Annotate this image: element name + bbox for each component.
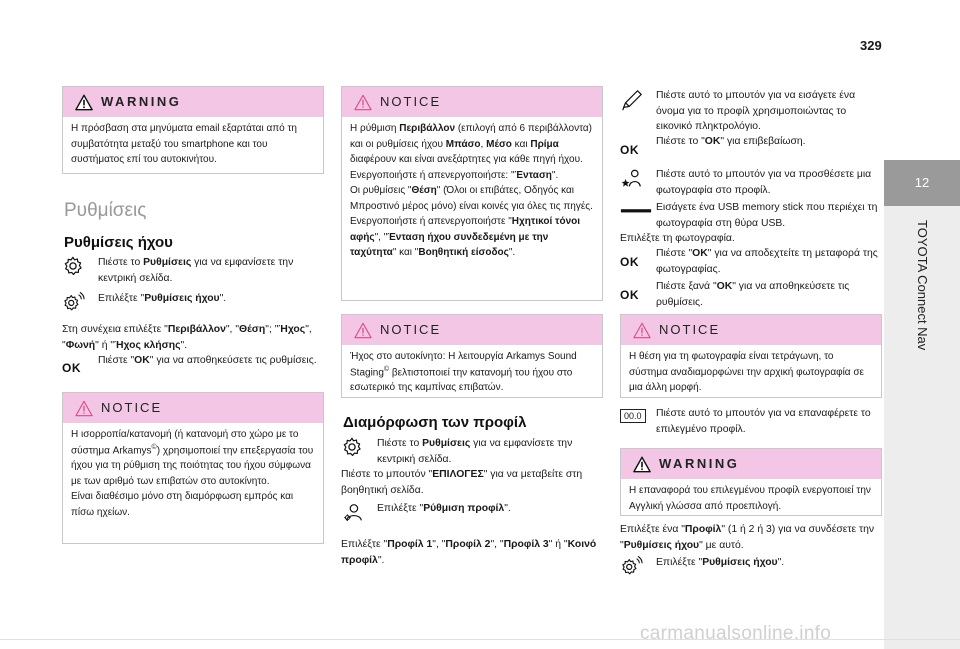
notice-title: NOTICE [101, 400, 163, 416]
notice-icon [75, 400, 93, 417]
sub-title-sound-settings: Ρυθμίσεις ήχου [64, 234, 173, 251]
notice-box-photo [620, 314, 882, 398]
gear-icon[interactable] [62, 255, 84, 277]
warning-icon [633, 456, 651, 473]
notice-line-2: Ενεργοποιήστε ή απενεργοποιήστε: "Ένταση". [350, 169, 559, 181]
step-select-sound-settings: Επιλέξτε "Ρυθμίσεις ήχου". [620, 555, 882, 577]
profile-settings-icon[interactable] [341, 501, 365, 525]
watermark: carmanualsonline.info [640, 623, 832, 644]
chapter-tab [884, 0, 960, 649]
paragraph-options: Πιέστε το μπουτόν "ΕΠΙΛΟΓΕΣ" για να μεταβείτε στη βοηθητική σελίδα. [341, 469, 583, 496]
notice-title: NOTICE [659, 322, 721, 338]
step-usb: Εισάγετε ένα USB memory stick που περιέχει τη φωτογραφία στη θύρα USB. [620, 200, 882, 231]
ok-button[interactable]: OK [620, 288, 639, 302]
step-save-settings: OK Πιέστε ξανά "OK" για να αποθηκεύσετε τις ρυθμίσεις. [620, 281, 850, 308]
notice-text: Η θέση για τη φωτογραφία είναι τετράγωνη, το σύστημα αναδιαμορφώνει την αρχική φωτογραφία σε μια άλλη μορφή. [629, 351, 864, 393]
notice-line-4: Ενεργοποιήστε ή απενεργοποιήστε "Ηχητικοί τόνοι αφής", "Ένταση ήχου συνδεδεμένη με την ταχύτητα" και "Βοηθητική είσοδος". [350, 216, 581, 258]
step-open-settings: Πιέστε το Ρυθμίσεις για να εμφανίσετε την κεντρική σελίδα. [341, 436, 603, 467]
ok-button[interactable]: OK [620, 143, 639, 157]
notice-line-3: Οι ρυθμίσεις "Θέση" (Όλοι οι επιβάτες, Οδηγός και Μπροστινό μέρος μόνο) είναι κοινές για όλες τις πηγές. [350, 185, 593, 212]
warning-icon [75, 94, 93, 111]
step-reset-profile: 00.0 Πιέστε αυτό το μπουτόν για να επαναφέρετε το επιλεγμένο προφίλ. [620, 406, 882, 437]
gear-icon[interactable] [341, 436, 363, 458]
chapter-title-strip [884, 206, 960, 649]
step-open-settings: Πιέστε το Ρυθμίσεις για να εμφανίσετε την κεντρική σελίδα. [62, 255, 324, 286]
paragraph-select-photo: Επιλέξτε τη φωτογραφία. [620, 233, 735, 244]
step-edit-name: Πιέστε αυτό το μπουτόν για να εισάγετε ένα όνομα για το προφίλ χρησιμοποιώντας το εικονικό πληκτρολόγιο. [620, 88, 882, 135]
notice-title: NOTICE [380, 322, 442, 338]
notice-icon [354, 94, 372, 111]
sound-settings-icon[interactable] [62, 291, 86, 313]
notice-box-arkamys [341, 314, 603, 398]
notice-box-ambience [341, 86, 603, 301]
step-save-settings: OK Πιέστε "OK" για να αποθηκεύσετε τις ρυθμίσεις. [62, 355, 317, 375]
warning-title: WARNING [659, 456, 740, 472]
notice-text: Ήχος στο αυτοκίνητο: Η λειτουργία Arkamys Sound Staging© βελτιστοποιεί την κατανομή του ήχου στο εσωτερικό της καμπίνας επιβατών. [350, 351, 577, 394]
warning-box-email [62, 86, 324, 174]
section-title: Ρυθμίσεις [64, 200, 147, 221]
notice-icon [354, 322, 372, 339]
step-select-sound-settings: Επιλέξτε "Ρυθμίσεις ήχου". [62, 291, 324, 313]
sub-title-profiles: Διαμόρφωση των προφίλ [343, 414, 527, 431]
step-accept-transfer: OK Πιέστε "OK" για να αποδεχτείτε τη μεταφορά της φωτογραφίας. [620, 248, 878, 275]
notice-text-1: Η ισορροπία/κατανομή (ή κατανομή στο χώρο με το σύστημα Arkamys©) χρησιμοποιεί την επεξεργασία του ήχου για τη ρύθμιση της ποιότητας του ήχου σύμφωνα με των αριθμό των επιβατών στο αυτοκίνητο. [71, 429, 314, 487]
chapter-title: TOYOTA Connect Nav [914, 220, 930, 351]
reset-button[interactable]: 00.0 [620, 409, 646, 423]
step-profile-settings: Επιλέξτε "Ρύθμιση προφίλ". [341, 501, 603, 525]
paragraph-select-profile: Επιλέξτε "Προφίλ 1", "Προφίλ 2", "Προφίλ 3" ή "Κοινό προφίλ". [341, 539, 597, 566]
step-confirm: OK Πιέστε το "OK" για επιβεβαίωση. [620, 136, 806, 157]
ok-button[interactable]: OK [620, 255, 639, 269]
notice-icon [633, 322, 651, 339]
notice-box-balance [62, 392, 324, 544]
pencil-icon[interactable] [620, 88, 644, 112]
step-add-photo: Πιέστε αυτό το μπουτόν για να προσθέσετε μια φωτογραφία στο προφίλ. [620, 167, 882, 198]
sound-settings-icon[interactable] [620, 555, 644, 577]
ok-button[interactable]: OK [62, 361, 81, 375]
notice-text-2: Είναι διαθέσιμο μόνο στη διαμόρφωση εμπρός και πίσω ηχείων. [71, 491, 294, 518]
warning-text: Η πρόσβαση στα μηνύματα email εξαρτάται από τη συμβατότητα μεταξύ του smartphone και του συστήματος επί του αυτοκινήτου. [71, 123, 297, 165]
paragraph-link-profile: Επιλέξτε ένα "Προφίλ" (1 ή 2 ή 3) για να συνδέσετε την "Ρυθμίσεις ήχου" με αυτό. [620, 524, 875, 551]
warning-title: WARNING [101, 94, 182, 110]
chapter-number: 12 [884, 160, 960, 206]
notice-line-1: Η ρύθμιση Περιβάλλον (επιλογή από 6 περιβάλλοντα) και οι ρυθμίσεις ήχου Μπάσο, Μέσο και Πρίμα διαφέρουν και είναι ανεξάρτητες για κάθε πηγή ήχου. [350, 123, 593, 165]
notice-title: NOTICE [380, 94, 442, 110]
paragraph-options: Στη συνέχεια επιλέξτε "Περιβάλλον", "Θέση"; "Ήχος", "Φωνή" ή "Ήχος κλήσης". [62, 324, 312, 351]
add-photo-icon[interactable] [620, 167, 644, 191]
usb-port-icon [620, 206, 652, 216]
warning-box-reset [620, 448, 882, 516]
warning-text: Η επαναφορά του επιλεγμένου προφίλ ενεργοποιεί την Αγγλική γλώσσα από προεπιλογή. [629, 485, 871, 512]
page-number: 329 [860, 38, 882, 53]
